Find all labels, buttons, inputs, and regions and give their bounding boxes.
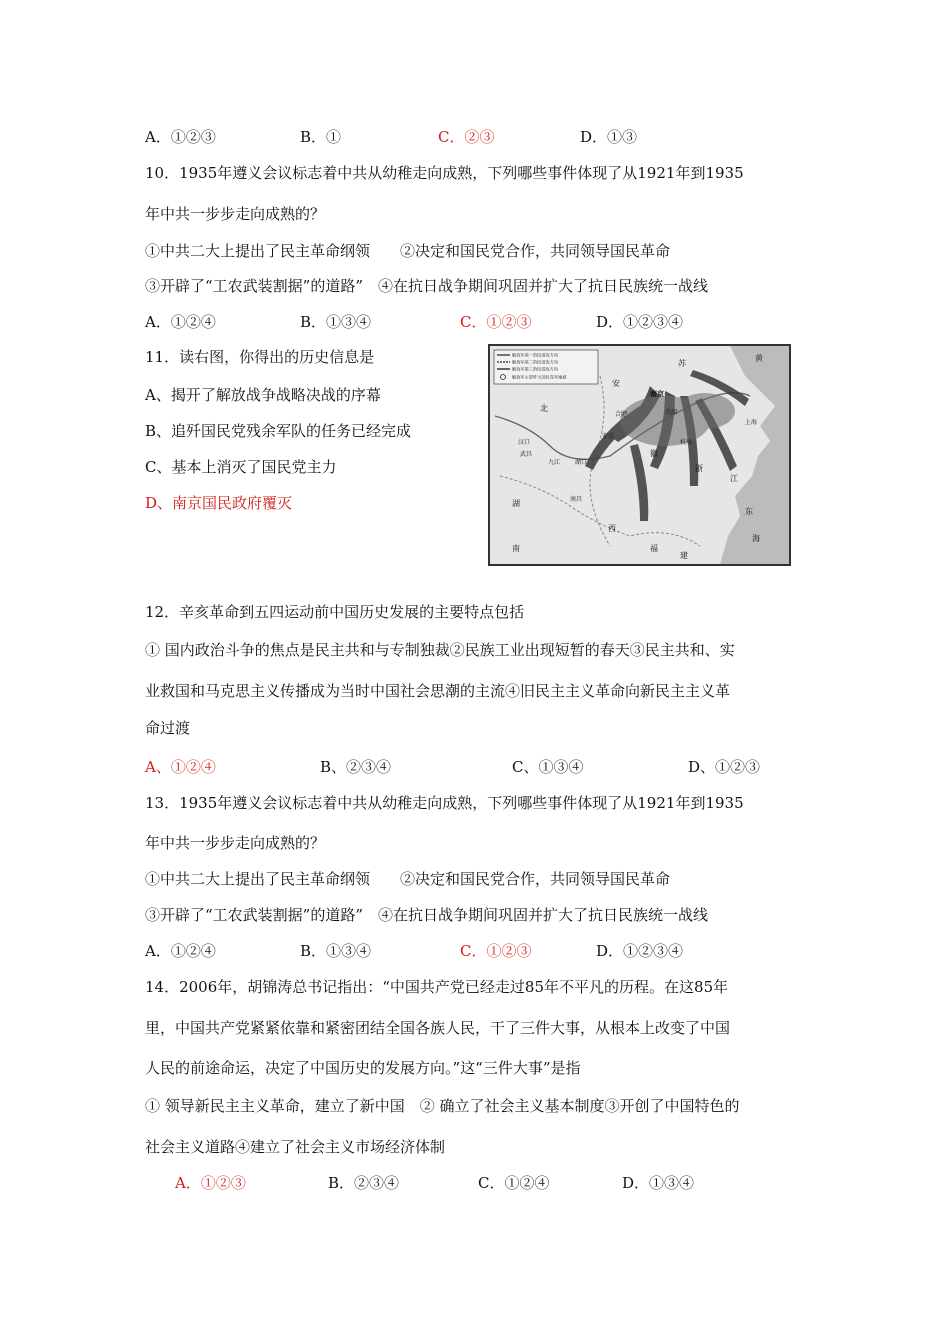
q10-items-line2: ③开辟了“工农武装割据”的道路” ④在抗日战争期间巩固并扩大了抗日民族统一战线 [145,277,709,295]
label-hai: 海 [752,534,760,543]
label-jiujiang: 九江 [548,459,561,466]
label-anqing: 安庆 [602,433,615,440]
q12-stem: 12．辛亥革命到五四运动前中国历史发展的主要特点包括 [145,603,525,621]
label-xi: 西 [608,524,616,533]
q13-stem-line1: 13．1935年遵义会议标志着中共从幼稚走向成熟，下列哪些事件体现了从1921年到1935 [145,794,744,812]
q10-stem-line1: 10．1935年遵义会议标志着中共从幼稚走向成熟，下列哪些事件体现了从1921年到1935 [145,164,744,182]
q14-line5: 社会主义道路④建立了社会主义市场经济体制 [145,1138,446,1156]
q9-option-c: C．②③ [438,128,495,146]
q13-items-line1: ①中共二大上提出了民主革命纲领 ②决定和国民党合作，共同领导国民革命 [145,870,671,888]
q9-option-a: A．①②③ [145,128,216,146]
q13-items-line2: ③开辟了“工农武装割据”的道路” ④在抗日战争期间巩固并扩大了抗日民族统一战线 [145,906,709,924]
label-jian: 建 [680,551,688,560]
q13-option-c: C．①②③ [460,942,532,960]
label-jiang: 江 [730,474,738,483]
q10-option-d: D．①②③④ [596,313,684,331]
label-hui: 徽 [650,449,658,458]
q12-line1: ① 国内政治斗争的焦点是民主共和与专制独裁②民族工业出现短暂的春天③民主共和、实 [145,641,735,659]
label-hankou: 汉口 [518,439,531,446]
label-fu: 福 [650,544,658,553]
q14-line4: ① 领导新民主主义革命，建立了新中国 ② 确立了社会主义基本制度③开创了中国特色的 [145,1097,740,1115]
q12-line3: 命过渡 [145,719,191,737]
q9-option-b: B．① [300,128,342,146]
q11-stem: 11．读右图，你得出的历史信息是 [145,348,375,366]
legend-label-4: 解放军主要歼灭国民党军地域 [512,374,567,380]
q10-items-line1: ①中共二大上提出了民主革命纲领 ②决定和国民党合作，共同领导国民革命 [145,242,671,260]
label-hefei: 合肥 [615,411,628,418]
q10-option-b: B．①③④ [300,313,372,331]
legend-label-3: 解放军第三阶段进攻方向 [512,366,559,372]
q11-option-c: C、基本上消灭了国民党主力 [145,458,337,476]
label-hukou: 湖口 [575,459,588,466]
q14-option-d: D．①③④ [622,1174,695,1192]
label-hu: 湖 [512,499,520,508]
label-bei: 北 [540,404,548,413]
q14-line3: 人民的前途命运，决定了中国历史的发展方向。”这“三件大事”是指 [145,1059,581,1077]
q10-option-a: A．①②④ [145,313,216,331]
label-dong: 东 [745,507,753,516]
label-nanjing: 南京 [650,390,664,398]
label-shanghai: 上海 [745,419,758,426]
label-su: 苏 [678,359,686,368]
q12-option-d: D、①②③ [688,758,761,776]
q14-option-a: A．①②③ [175,1174,246,1192]
q12-option-b: B、②③④ [320,758,392,776]
label-zhe: 浙 [695,464,703,473]
label-wuhu: 芜湖 [665,409,678,416]
map-svg [490,346,789,564]
q12-option-a: A、①②④ [145,758,216,776]
label-huang: 黄 [755,354,763,363]
q13-option-b: B．①③④ [300,942,372,960]
q12-option-c: C、①③④ [512,758,584,776]
q13-option-d: D．①②③④ [596,942,684,960]
q13-option-a: A．①②④ [145,942,216,960]
q14-option-c: C．①②④ [478,1174,550,1192]
legend-label-2: 解放军第二阶段进攻方向 [512,359,559,365]
q14-option-b: B．②③④ [328,1174,400,1192]
q14-line2: 里，中国共产党紧紧依靠和紧密团结全国各族人民，干了三件大事，从根本上改变了中国 [145,1019,731,1037]
q9-option-d: D．①③ [580,128,638,146]
legend-label-1: 解放军第一阶段进攻方向 [512,352,559,358]
q11-option-a: A、揭开了解放战争战略决战的序幕 [145,386,381,404]
label-nanchang: 南昌 [570,496,583,503]
label-hangzhou: 杭州 [680,439,693,446]
label-wuchang: 武昌 [520,451,533,458]
q11-option-d: D、南京国民政府覆灭 [145,494,293,512]
q14-line1: 14．2006年，胡锦涛总书记指出：“中国共产党已经走过85年不平凡的历程。在这85年 [145,978,729,996]
label-nan: 南 [512,544,520,553]
q11-option-b: B、追歼国民党残余军队的任务已经完成 [145,422,412,440]
label-an: 安 [612,379,620,388]
q10-stem-line2: 年中共一步步走向成熟的？ [145,205,326,223]
q10-option-c: C．①②③ [460,313,532,331]
q12-line2: 业救国和马克思主义传播成为当时中国社会思潮的主流④旧民主主义革命向新民主主义革 [145,682,731,700]
map-figure [488,344,791,566]
q13-stem-line2: 年中共一步步走向成熟的？ [145,834,326,852]
